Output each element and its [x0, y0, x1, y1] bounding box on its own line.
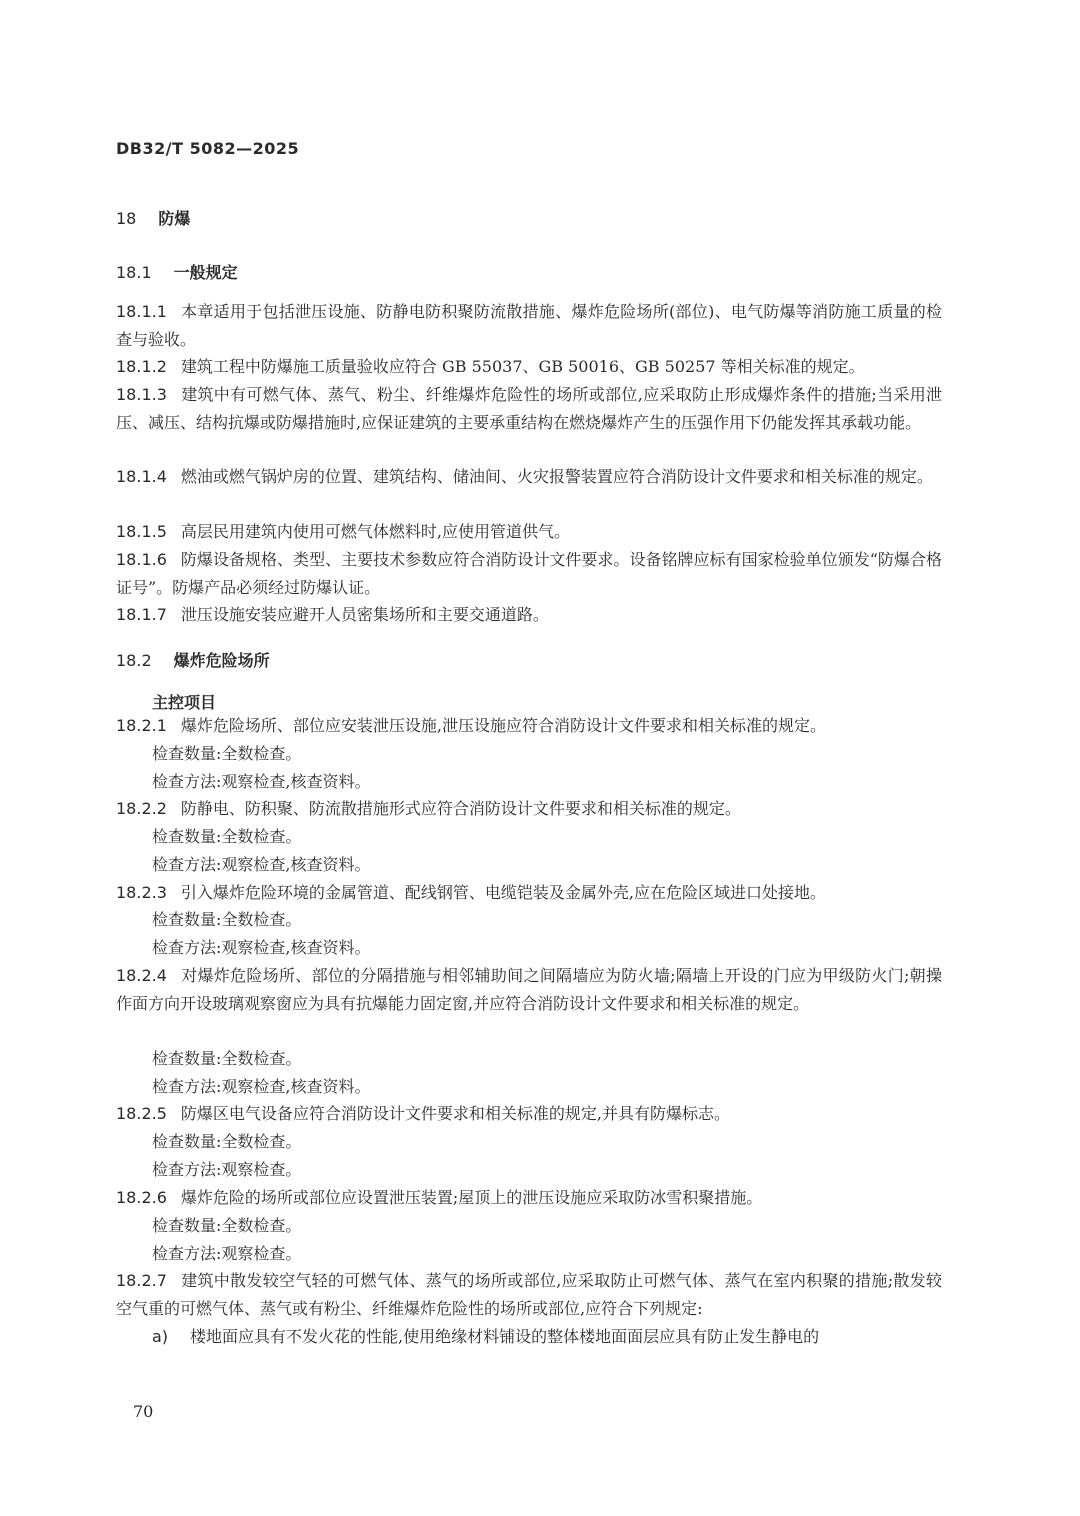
clause-18-1-2: 18.1.2 建筑工程中防爆施工质量验收应符合 GB 55037、GB 50016、GB 50257 等相关标准的规定。: [116, 357, 865, 376]
check-method: 检查方法:观察检查,核查资料。: [152, 1077, 371, 1096]
section-heading-18-1: [116, 260, 238, 283]
check-method: 检查方法:观察检查,核查资料。: [152, 772, 371, 791]
check-quantity: 检查数量:全数检查。: [152, 827, 302, 846]
check-method: 检查方法:观察检查,核查资料。: [152, 938, 371, 957]
list-item-a: [152, 1323, 942, 1351]
clause-18-2-1: 18.2.1 爆炸危险场所、部位应安装泄压设施,泄压设施应符合消防设计文件要求和相关标准的规定。: [116, 716, 826, 735]
check-quantity: 检查数量:全数检查。: [152, 910, 302, 929]
check-method: 检查方法:观察检查。: [152, 1244, 302, 1263]
clause-18-1-3: 18.1.3 建筑中有可燃气体、蒸气、粉尘、纤维爆炸危险性的场所或部位,应采取防止形成爆炸条件的措施;当采用泄压、减压、结构抗爆或防爆措施时,应保证建筑的主要承重结构在燃烧爆炸产生的压强作用下仍能发挥其承载功能。: [116, 385, 942, 432]
main-items-heading: 主控项目: [152, 693, 217, 712]
clause-18-2-2: 18.2.2 防静电、防积聚、防流散措施形式应符合消防设计文件要求和相关标准的规定。: [116, 799, 741, 818]
clause-18-1-1: 18.1.1 本章适用于包括泄压设施、防静电防积聚防流散措施、爆炸危险场所(部位)、电气防爆等消防施工质量的检查与验收。: [116, 302, 942, 349]
section-title: 爆炸危险场所: [173, 651, 270, 670]
check-quantity: 检查数量:全数检查。: [152, 1049, 302, 1068]
list-item-text: 楼地面应具有不发火花的性能,使用绝缘材料铺设的整体楼地面面层应具有防止发生静电的: [190, 1327, 820, 1346]
check-quantity: 检查数量:全数检查。: [152, 744, 302, 763]
page-number: 70: [133, 1402, 154, 1421]
section-title: 一般规定: [173, 263, 238, 282]
clause-18-2-5: 18.2.5 防爆区电气设备应符合消防设计文件要求和相关标准的规定,并具有防爆标志。: [116, 1104, 730, 1123]
section-heading-18-2: [116, 648, 270, 671]
check-method: 检查方法:观察检查,核查资料。: [152, 855, 371, 874]
chapter-title: 防爆: [158, 209, 191, 228]
clause-18-2-7: 18.2.7 建筑中散发较空气轻的可燃气体、蒸气的场所或部位,应采取防止可燃气体、蒸气在室内积聚的措施;散发较空气重的可燃气体、蒸气或有粉尘、纤维爆炸危险性的场所或部位,应符合下列规定:: [116, 1271, 942, 1318]
clause-18-2-4: 18.2.4 对爆炸危险场所、部位的分隔措施与相邻辅助间之间隔墙应为防火墙;隔墙上开设的门应为甲级防火门;朝操作面方向开设玻璃观察窗应为具有抗爆能力固定窗,并应符合消防设计文件要求和相关标准的规定。: [116, 966, 942, 1013]
check-quantity: 检查数量:全数检查。: [152, 1216, 302, 1235]
clause-18-2-6: 18.2.6 爆炸危险的场所或部位应设置泄压装置;屋顶上的泄压设施应采取防冰雪积聚措施。: [116, 1188, 763, 1207]
clause-18-1-4: 18.1.4 燃油或燃气锅炉房的位置、建筑结构、储油间、火灾报警装置应符合消防设计文件要求和相关标准的规定。: [116, 467, 933, 486]
clause-18-1-6: 18.1.6 防爆设备规格、类型、主要技术参数应符合消防设计文件要求。设备铭牌应标有国家检验单位颁发“防爆合格证号”。防爆产品必须经过防爆认证。: [116, 550, 942, 597]
chapter-number: 18: [116, 209, 137, 228]
chapter-heading: [116, 206, 190, 229]
clause-18-2-3: 18.2.3 引入爆炸危险环境的金属管道、配线钢管、电缆铠装及金属外壳,应在危险区域进口处接地。: [116, 883, 826, 902]
clause-18-1-7: 18.1.7 泄压设施安装应避开人员密集场所和主要交通道路。: [116, 605, 549, 624]
list-item-label: a): [152, 1327, 169, 1346]
clause-18-1-5: 18.1.5 高层民用建筑内使用可燃气体燃料时,应使用管道供气。: [116, 522, 570, 541]
document-code: DB32/T 5082—2025: [116, 139, 300, 158]
section-number: 18.1: [116, 263, 152, 282]
section-number: 18.2: [116, 651, 152, 670]
check-method: 检查方法:观察检查。: [152, 1160, 302, 1179]
check-quantity: 检查数量:全数检查。: [152, 1132, 302, 1151]
